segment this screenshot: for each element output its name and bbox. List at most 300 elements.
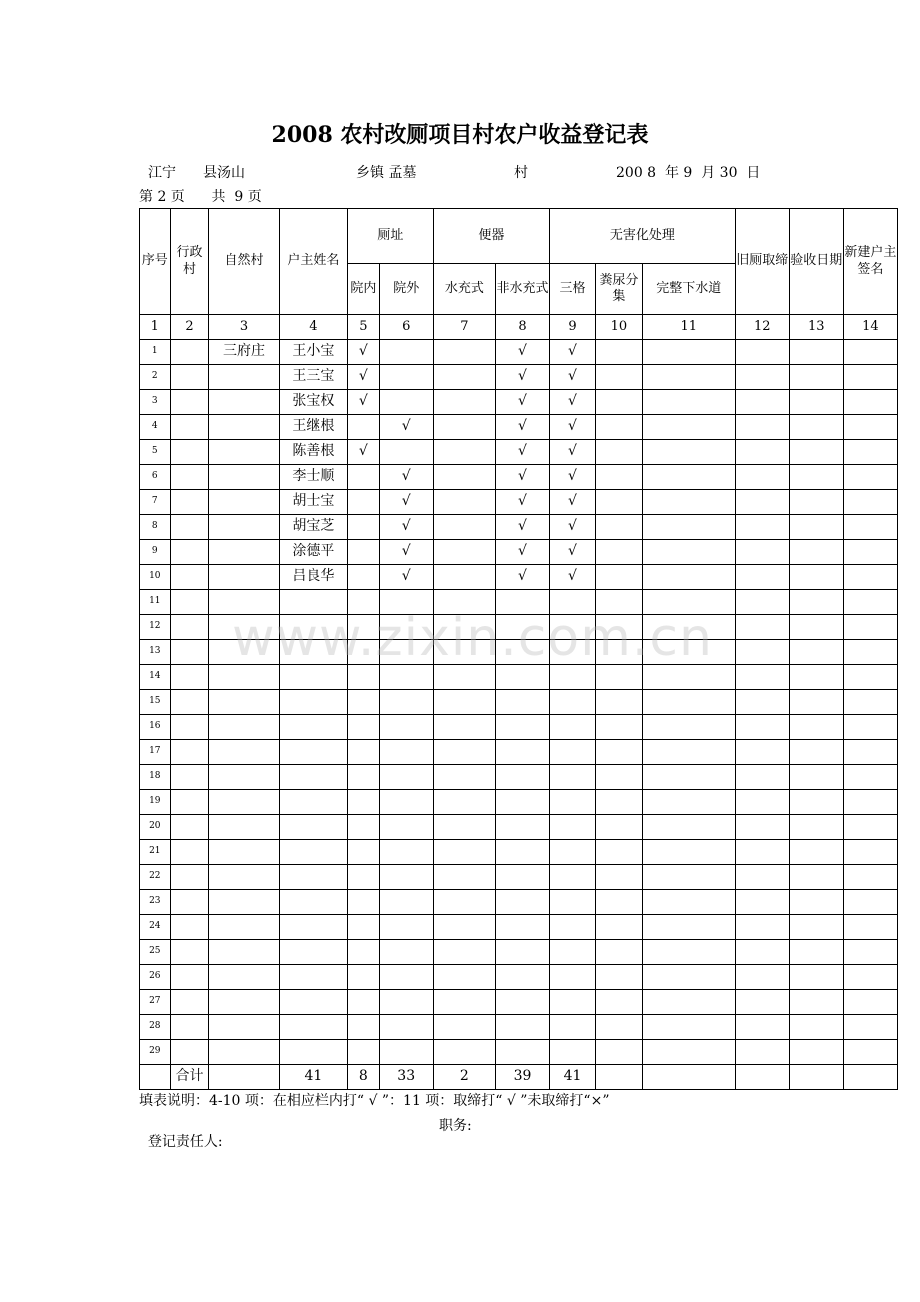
- three-grid-cell: [550, 690, 596, 715]
- separation-cell: [595, 740, 642, 765]
- out-yard-cell: [379, 940, 433, 965]
- non-flush-cell: [495, 790, 549, 815]
- signature-cell: [843, 565, 897, 590]
- separation-cell: [595, 1015, 642, 1040]
- sewer-cell: [642, 590, 735, 615]
- accept-date-cell: [789, 965, 843, 990]
- signature-cell: [843, 515, 897, 540]
- accept-date-cell: [789, 1040, 843, 1065]
- old-removed-cell: [735, 865, 789, 890]
- table-row: [140, 1040, 898, 1065]
- header-in-yard: 院内: [348, 264, 380, 315]
- signature-cell: [843, 415, 897, 440]
- separation-cell: [595, 865, 642, 890]
- column-number: 1: [140, 315, 171, 340]
- admin-village-cell: [170, 940, 209, 965]
- sewer-cell: [642, 540, 735, 565]
- old-removed-cell: [735, 440, 789, 465]
- in-yard-cell: [348, 715, 380, 740]
- out-yard-cell: [379, 690, 433, 715]
- in-yard-cell: [348, 690, 380, 715]
- in-yard-cell: [348, 790, 380, 815]
- natural-village-cell: [209, 915, 279, 940]
- non-flush-cell: [495, 640, 549, 665]
- out-yard-cell: [379, 390, 433, 415]
- old-removed-cell: [735, 815, 789, 840]
- out-yard-cell: [379, 790, 433, 815]
- table-row: [140, 1015, 898, 1040]
- natural-village-cell: [209, 1015, 279, 1040]
- table-row: [140, 715, 898, 740]
- flush-cell: [433, 690, 495, 715]
- column-number: 11: [642, 315, 735, 340]
- signature-cell: [843, 840, 897, 865]
- admin-village-cell: [170, 590, 209, 615]
- separation-cell: [595, 465, 642, 490]
- household-name-cell: 陈善根: [279, 440, 347, 465]
- accept-date-cell: [789, 565, 843, 590]
- accept-date-cell: [789, 415, 843, 440]
- three-grid-cell: [550, 990, 596, 1015]
- non-flush-cell: [495, 965, 549, 990]
- out-yard-cell: [379, 990, 433, 1015]
- signature-cell: [843, 915, 897, 940]
- table-row: [140, 440, 898, 465]
- three-grid-cell: [550, 790, 596, 815]
- row-number: 3: [140, 390, 171, 415]
- column-number: 7: [433, 315, 495, 340]
- table-row: [140, 940, 898, 965]
- household-name-cell: [279, 965, 347, 990]
- admin-village-cell: [170, 1040, 209, 1065]
- table-row: [140, 790, 898, 815]
- total-label: 合计: [170, 1065, 209, 1090]
- non-flush-cell: [495, 1015, 549, 1040]
- out-yard-cell: [379, 340, 433, 365]
- household-name-cell: 胡士宝: [279, 490, 347, 515]
- watermark: www.zixin.com.cn: [232, 608, 713, 668]
- separation-cell: [595, 490, 642, 515]
- sewer-cell: [642, 840, 735, 865]
- table-row: [140, 965, 898, 990]
- separation-cell: [595, 890, 642, 915]
- out-yard-cell: √: [379, 490, 433, 515]
- old-removed-cell: [735, 615, 789, 640]
- total-cell-1: [140, 1065, 171, 1090]
- total-cell-3: [209, 1065, 279, 1090]
- accept-date-cell: [789, 865, 843, 890]
- separation-cell: [595, 1040, 642, 1065]
- admin-village-cell: [170, 990, 209, 1015]
- in-yard-cell: [348, 965, 380, 990]
- admin-village-cell: [170, 915, 209, 940]
- column-number: 4: [279, 315, 347, 340]
- in-yard-cell: [348, 865, 380, 890]
- separation-cell: [595, 365, 642, 390]
- three-grid-cell: √: [550, 340, 596, 365]
- header-flush: 水充式: [433, 264, 495, 315]
- separation-cell: [595, 915, 642, 940]
- duty-label: 职务:: [439, 1118, 472, 1134]
- header-household: 户主姓名: [279, 209, 347, 315]
- non-flush-cell: [495, 990, 549, 1015]
- non-flush-cell: [495, 590, 549, 615]
- three-grid-cell: [550, 815, 596, 840]
- in-yard-cell: [348, 665, 380, 690]
- flush-cell: [433, 765, 495, 790]
- natural-village-cell: [209, 540, 279, 565]
- natural-village-cell: [209, 965, 279, 990]
- signature-cell: [843, 365, 897, 390]
- three-grid-cell: [550, 615, 596, 640]
- old-removed-cell: [735, 640, 789, 665]
- natural-village-cell: [209, 990, 279, 1015]
- in-yard-cell: √: [348, 390, 380, 415]
- flush-cell: [433, 1015, 495, 1040]
- separation-cell: [595, 715, 642, 740]
- flush-cell: [433, 415, 495, 440]
- signature-cell: [843, 540, 897, 565]
- separation-cell: [595, 765, 642, 790]
- out-yard-cell: [379, 815, 433, 840]
- admin-village-cell: [170, 715, 209, 740]
- row-number: 12: [140, 615, 171, 640]
- natural-village-cell: [209, 790, 279, 815]
- out-yard-cell: [379, 365, 433, 390]
- non-flush-cell: [495, 865, 549, 890]
- three-grid-cell: [550, 665, 596, 690]
- admin-village-cell: [170, 790, 209, 815]
- sewer-cell: [642, 1040, 735, 1065]
- signature-line: [139, 1115, 472, 1167]
- non-flush-cell: [495, 690, 549, 715]
- row-number: 19: [140, 790, 171, 815]
- three-grid-cell: √: [550, 365, 596, 390]
- admin-village-cell: [170, 540, 209, 565]
- sewer-cell: [642, 765, 735, 790]
- natural-village-cell: [209, 490, 279, 515]
- old-removed-cell: [735, 890, 789, 915]
- three-grid-cell: √: [550, 490, 596, 515]
- flush-cell: [433, 615, 495, 640]
- old-removed-cell: [735, 665, 789, 690]
- separation-cell: [595, 840, 642, 865]
- non-flush-cell: √: [495, 465, 549, 490]
- flush-cell: [433, 790, 495, 815]
- in-yard-cell: √: [348, 440, 380, 465]
- non-flush-cell: √: [495, 515, 549, 540]
- three-grid-cell: [550, 740, 596, 765]
- signature-cell: [843, 615, 897, 640]
- old-removed-cell: [735, 365, 789, 390]
- separation-cell: [595, 415, 642, 440]
- non-flush-cell: [495, 715, 549, 740]
- household-name-cell: [279, 615, 347, 640]
- flush-cell: [433, 740, 495, 765]
- household-name-cell: [279, 590, 347, 615]
- old-removed-cell: [735, 540, 789, 565]
- row-number: 15: [140, 690, 171, 715]
- natural-village-cell: [209, 515, 279, 540]
- column-number: 6: [379, 315, 433, 340]
- natural-village-cell: [209, 390, 279, 415]
- total-row: [140, 1065, 898, 1090]
- household-name-cell: [279, 915, 347, 940]
- row-number: 28: [140, 1015, 171, 1040]
- natural-village-cell: [209, 740, 279, 765]
- column-number: 10: [595, 315, 642, 340]
- household-name-cell: 张宝权: [279, 390, 347, 415]
- sewer-cell: [642, 365, 735, 390]
- sewer-cell: [642, 615, 735, 640]
- old-removed-cell: [735, 1040, 789, 1065]
- three-grid-cell: [550, 590, 596, 615]
- separation-cell: [595, 940, 642, 965]
- flush-cell: [433, 940, 495, 965]
- page-info: 第 2 页 共 9 页: [139, 189, 262, 205]
- household-name-cell: [279, 990, 347, 1015]
- row-number: 25: [140, 940, 171, 965]
- household-name-cell: [279, 665, 347, 690]
- total-flush: 2: [433, 1065, 495, 1090]
- old-removed-cell: [735, 590, 789, 615]
- accept-date-cell: [789, 465, 843, 490]
- household-name-cell: 王继根: [279, 415, 347, 440]
- column-number: 14: [843, 315, 897, 340]
- signature-cell: [843, 490, 897, 515]
- in-yard-cell: [348, 765, 380, 790]
- admin-village-cell: [170, 765, 209, 790]
- row-number: 9: [140, 540, 171, 565]
- row-number: 1: [140, 340, 171, 365]
- accept-date-cell: [789, 340, 843, 365]
- flush-cell: [433, 865, 495, 890]
- out-yard-cell: [379, 890, 433, 915]
- total-cell-10: [595, 1065, 642, 1090]
- signature-cell: [843, 590, 897, 615]
- out-yard-cell: √: [379, 465, 433, 490]
- table-row: [140, 340, 898, 365]
- accept-date-cell: [789, 490, 843, 515]
- row-number: 10: [140, 565, 171, 590]
- in-yard-cell: [348, 1040, 380, 1065]
- column-number: 13: [789, 315, 843, 340]
- admin-village-cell: [170, 565, 209, 590]
- three-grid-cell: [550, 890, 596, 915]
- signature-cell: [843, 865, 897, 890]
- flush-cell: [433, 365, 495, 390]
- admin-village-cell: [170, 665, 209, 690]
- table-row: [140, 665, 898, 690]
- in-yard-cell: [348, 915, 380, 940]
- row-number: 20: [140, 815, 171, 840]
- household-name-cell: [279, 1015, 347, 1040]
- three-grid-cell: √: [550, 415, 596, 440]
- natural-village-cell: [209, 465, 279, 490]
- table-row: [140, 840, 898, 865]
- flush-cell: [433, 840, 495, 865]
- household-name-cell: [279, 715, 347, 740]
- row-number: 13: [140, 640, 171, 665]
- sewer-cell: [642, 790, 735, 815]
- accept-date-cell: [789, 365, 843, 390]
- flush-cell: [433, 890, 495, 915]
- total-out-yard: 33: [379, 1065, 433, 1090]
- sewer-cell: [642, 990, 735, 1015]
- non-flush-cell: √: [495, 365, 549, 390]
- signature-cell: [843, 1040, 897, 1065]
- out-yard-cell: √: [379, 515, 433, 540]
- total-in-yard: 8: [348, 1065, 380, 1090]
- sewer-cell: [642, 465, 735, 490]
- three-grid-cell: [550, 1040, 596, 1065]
- table-row: [140, 740, 898, 765]
- separation-cell: [595, 815, 642, 840]
- row-number: 4: [140, 415, 171, 440]
- signature-cell: [843, 940, 897, 965]
- flush-cell: [433, 1040, 495, 1065]
- accept-date-cell: [789, 540, 843, 565]
- admin-village-cell: [170, 415, 209, 440]
- flush-cell: [433, 990, 495, 1015]
- sewer-cell: [642, 640, 735, 665]
- registration-table: [139, 208, 898, 1090]
- non-flush-cell: [495, 765, 549, 790]
- natural-village-cell: [209, 590, 279, 615]
- household-name-cell: 王三宝: [279, 365, 347, 390]
- old-removed-cell: [735, 740, 789, 765]
- sewer-cell: [642, 340, 735, 365]
- non-flush-cell: √: [495, 340, 549, 365]
- separation-cell: [595, 790, 642, 815]
- admin-village-cell: [170, 490, 209, 515]
- accept-date-cell: [789, 690, 843, 715]
- natural-village-cell: [209, 715, 279, 740]
- table-row: [140, 865, 898, 890]
- accept-date-cell: [789, 665, 843, 690]
- header-treatment: 无害化处理: [550, 209, 736, 264]
- flush-cell: [433, 490, 495, 515]
- flush-cell: [433, 540, 495, 565]
- row-number: 29: [140, 1040, 171, 1065]
- signature-cell: [843, 815, 897, 840]
- three-grid-cell: √: [550, 515, 596, 540]
- total-household-count: 41: [279, 1065, 347, 1090]
- flush-cell: [433, 640, 495, 665]
- sewer-cell: [642, 490, 735, 515]
- separation-cell: [595, 990, 642, 1015]
- header-natural-village: 自然村: [209, 209, 279, 315]
- out-yard-cell: √: [379, 540, 433, 565]
- accept-date-cell: [789, 615, 843, 640]
- out-yard-cell: [379, 915, 433, 940]
- table-row: [140, 640, 898, 665]
- three-grid-cell: [550, 1015, 596, 1040]
- header-old-removed: 旧厕取缔: [735, 209, 789, 315]
- row-number: 24: [140, 915, 171, 940]
- flush-cell: [433, 590, 495, 615]
- table-row: [140, 890, 898, 915]
- household-name-cell: [279, 790, 347, 815]
- row-number: 7: [140, 490, 171, 515]
- table-row: [140, 765, 898, 790]
- table-row: [140, 615, 898, 640]
- non-flush-cell: [495, 890, 549, 915]
- accept-date-cell: [789, 390, 843, 415]
- old-removed-cell: [735, 415, 789, 440]
- in-yard-cell: [348, 590, 380, 615]
- row-number: 14: [140, 665, 171, 690]
- flush-cell: [433, 715, 495, 740]
- table-row: [140, 565, 898, 590]
- admin-village-cell: [170, 365, 209, 390]
- admin-village-cell: [170, 840, 209, 865]
- out-yard-cell: [379, 715, 433, 740]
- signature-cell: [843, 965, 897, 990]
- natural-village-cell: [209, 765, 279, 790]
- household-name-cell: 王小宝: [279, 340, 347, 365]
- admin-village-cell: [170, 815, 209, 840]
- non-flush-cell: [495, 940, 549, 965]
- sewer-cell: [642, 865, 735, 890]
- natural-village-cell: [209, 865, 279, 890]
- three-grid-cell: [550, 765, 596, 790]
- non-flush-cell: [495, 615, 549, 640]
- old-removed-cell: [735, 465, 789, 490]
- household-name-cell: [279, 815, 347, 840]
- signature-cell: [843, 665, 897, 690]
- admin-village-cell: [170, 740, 209, 765]
- row-number: 8: [140, 515, 171, 540]
- column-number: 9: [550, 315, 596, 340]
- signature-cell: [843, 765, 897, 790]
- row-number: 26: [140, 965, 171, 990]
- admin-village-cell: [170, 890, 209, 915]
- admin-village-cell: [170, 390, 209, 415]
- old-removed-cell: [735, 715, 789, 740]
- separation-cell: [595, 565, 642, 590]
- signature-cell: [843, 465, 897, 490]
- village-label: 村: [514, 165, 528, 181]
- natural-village-cell: 三府庄: [209, 340, 279, 365]
- sewer-cell: [642, 665, 735, 690]
- natural-village-cell: [209, 890, 279, 915]
- table-row: [140, 465, 898, 490]
- old-removed-cell: [735, 915, 789, 940]
- separation-cell: [595, 615, 642, 640]
- total-cell-11: [642, 1065, 735, 1090]
- signature-cell: [843, 740, 897, 765]
- out-yard-cell: [379, 615, 433, 640]
- table-row: [140, 815, 898, 840]
- row-number: 27: [140, 990, 171, 1015]
- out-yard-cell: [379, 665, 433, 690]
- old-removed-cell: [735, 340, 789, 365]
- non-flush-cell: [495, 740, 549, 765]
- table-row: [140, 990, 898, 1015]
- non-flush-cell: √: [495, 540, 549, 565]
- flush-cell: [433, 965, 495, 990]
- non-flush-cell: √: [495, 565, 549, 590]
- registrar-label: 登记责任人:: [147, 1134, 223, 1150]
- separation-cell: [595, 965, 642, 990]
- old-removed-cell: [735, 490, 789, 515]
- separation-cell: [595, 640, 642, 665]
- in-yard-cell: [348, 515, 380, 540]
- household-name-cell: [279, 890, 347, 915]
- three-grid-cell: [550, 640, 596, 665]
- admin-village-cell: [170, 640, 209, 665]
